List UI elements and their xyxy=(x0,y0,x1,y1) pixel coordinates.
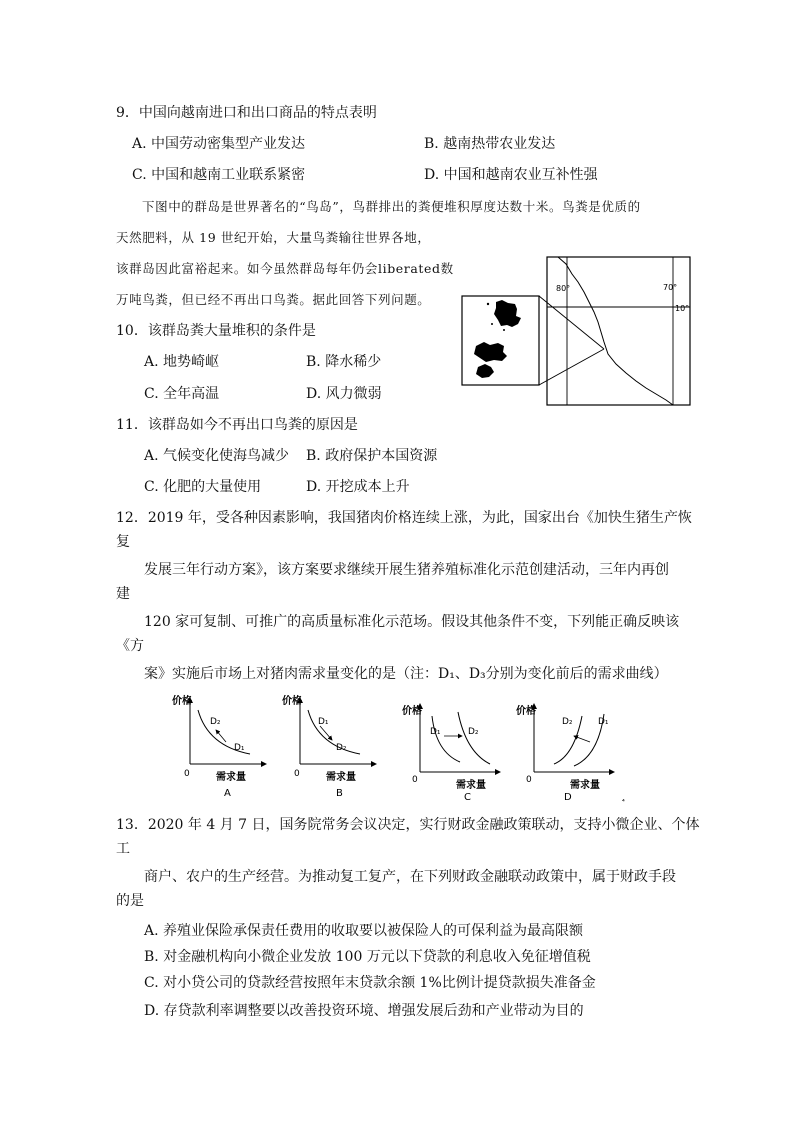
q13-option-c: C. 对小贷公司的贷款经营按照年末贷款余额 1%比例计提贷款损失准备金 xyxy=(144,975,596,991)
connector-top xyxy=(539,296,604,349)
demand-curve-graphs xyxy=(170,690,640,810)
q12-line-4: 建 xyxy=(116,586,130,602)
graph-c-qty-label: 需求量 xyxy=(456,780,486,791)
q9-option-a: A. 中国劳动密集型产业发达 xyxy=(132,136,306,152)
q12-line-1: 12．2019 年，受各种因素影响，我国猪肉价格连续上涨，为此，国家出台《加快生猪生产恢 xyxy=(116,510,692,526)
q13-line-2: 工 xyxy=(116,841,130,857)
graph-b-d2: D₂ xyxy=(336,743,347,753)
graph-b-label: B xyxy=(336,788,343,799)
q9-option-c: C. 中国和越南工业联系紧密 xyxy=(132,167,306,183)
passage-line-3: 该群岛因此富裕起来。如今虽然群岛每年仍会liberated数 xyxy=(116,261,454,276)
q11-option-a: A. 气候变化使海鸟减少 xyxy=(144,448,290,464)
graph-d-price-label: 价格 xyxy=(516,706,536,717)
q13-option-a: A. 养殖业保险承保责任费用的收取要以被保险人的可保利益为最高限额 xyxy=(144,923,584,939)
graph-c-d2: D₂ xyxy=(468,727,479,737)
passage-line-1: 下图中的群岛是世界著名的“鸟岛”，鸟群排出的粪便堆积厚度达数十米。鸟粪是优质的 xyxy=(142,199,641,214)
graph-d-d2: D₂ xyxy=(562,717,573,727)
graph-b xyxy=(282,694,376,799)
coastline xyxy=(558,257,673,405)
graph-b-origin: 0 xyxy=(294,769,300,779)
q13-line-3: 商户、农户的生产经营。为推动复工复产，在下列财政金融联动政策中，属于财政手段 xyxy=(144,869,676,885)
graph-c-label: C xyxy=(464,792,471,803)
graph-a-price-label: 价格 xyxy=(172,696,192,707)
graph-a xyxy=(172,694,266,799)
q13-option-d: D. 存贷款利率调整要以改善投资环境、增强发展后劲和产业带动为目的 xyxy=(144,1003,584,1019)
q12-line-7: 案》实施后市场上对猪肉需求量变化的是（注：D₁、D₃分别为变化前后的需求曲线） xyxy=(144,666,668,682)
q11-stem: 11．该群岛如今不再出口鸟粪的原因是 xyxy=(116,417,358,433)
graph-d-d1: D₁ xyxy=(598,717,609,727)
q12-line-6: 《方 xyxy=(116,638,144,654)
graph-a-label: A xyxy=(224,788,231,799)
lon-70-label: 70° xyxy=(663,283,678,292)
q10-option-b: B. 降水稀少 xyxy=(306,354,382,370)
passage-line-2: 天然肥料，从 19 世纪开始，大量鸟粪输往世界各地， xyxy=(116,230,431,245)
graph-a-qty-label: 需求量 xyxy=(216,772,246,783)
q12-line-2: 复 xyxy=(116,534,130,550)
graph-b-qty-label: 需求量 xyxy=(326,772,356,783)
q10-option-d: D. 风力微弱 xyxy=(306,386,382,402)
graph-d xyxy=(516,704,625,806)
connector-bottom xyxy=(539,349,604,385)
q12-line-3: 发展三年行动方案》，该方案要求继续开展生猪养殖标准化示范创建活动，三年内再创 xyxy=(144,562,669,578)
q10-stem: 10．该群岛粪大量堆积的条件是 xyxy=(116,323,316,339)
q10-option-c: C. 全年高温 xyxy=(144,386,220,402)
q10-option-a: A. 地势崎岖 xyxy=(144,354,220,370)
q13-line-4: 的是 xyxy=(116,893,144,909)
q12-line-5: 120 家可复制、可推广的高质量标准化示范场。假设其他条件不变，下列能正确反映该 xyxy=(144,614,680,630)
q11-option-b: B. 政府保护本国资源 xyxy=(306,448,438,464)
q11-option-c: C. 化肥的大量使用 xyxy=(144,479,262,495)
graph-d-origin: 0 xyxy=(526,775,532,785)
graph-d-label: D xyxy=(564,792,572,803)
lat-10-label: 10° xyxy=(675,304,690,313)
q13-option-b: B. 对金融机构向小微企业发放 100 万元以下贷款的利息收入免征增值税 xyxy=(144,949,591,965)
graph-a-d2: D₂ xyxy=(210,717,221,727)
passage-line-4: 万吨鸟粪，但已经不再出口鸟粪。据此回答下列问题。 xyxy=(116,292,431,307)
islands-map xyxy=(458,254,694,408)
graph-c-d1: D₁ xyxy=(430,727,441,737)
graph-b-price-label: 价格 xyxy=(282,696,302,707)
graph-b-d1: D₁ xyxy=(318,717,329,727)
graph-a-origin: 0 xyxy=(184,769,190,779)
footnote-mark: ⁴ xyxy=(622,798,625,806)
graph-a-d1: D₁ xyxy=(234,743,245,753)
q11-option-d: D. 开挖成本上升 xyxy=(306,479,410,495)
q9-option-b: B. 越南热带农业发达 xyxy=(424,136,556,152)
graph-c xyxy=(402,704,500,803)
q13-line-1: 13．2020 年 4 月 7 日，国务院常务会议决定，实行财政金融政策联动，支持小微企业、个体 xyxy=(116,817,700,833)
graph-c-origin: 0 xyxy=(412,775,418,785)
q9-option-d: D. 中国和越南农业互补性强 xyxy=(424,167,598,183)
graph-d-qty-label: 需求量 xyxy=(570,780,600,791)
map-frame xyxy=(547,257,690,405)
graph-c-price-label: 价格 xyxy=(402,706,422,717)
lon-80-label: 80° xyxy=(556,284,571,293)
q9-stem: 9．中国向越南进口和出口商品的特点表明 xyxy=(116,105,377,121)
